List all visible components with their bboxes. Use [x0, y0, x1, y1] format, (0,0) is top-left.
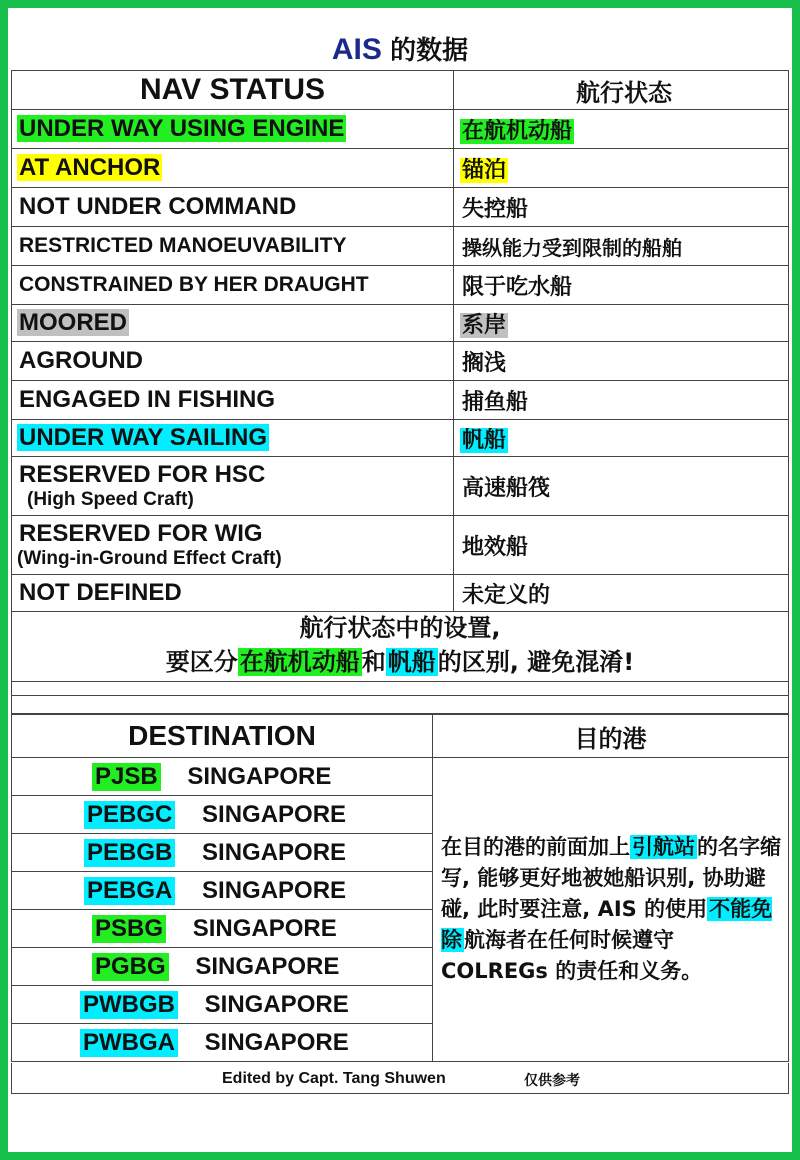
nav-en-label: RESERVED FOR WIG [19, 520, 263, 547]
nav-row [12, 420, 789, 457]
dest-port: SINGAPORE [202, 876, 347, 904]
note-text: 的区别, 避免混淆! [437, 648, 635, 676]
nav-cn-label: 帆船 [462, 427, 507, 453]
dest-code: PWBGB [80, 991, 178, 1019]
note-text: 和 [361, 648, 386, 676]
nav-cn-label: 高速船筏 [462, 475, 551, 501]
note-highlight-engine: 在航机动船 [239, 648, 360, 676]
nav-row [12, 110, 789, 149]
desc-text: 航海者在任何时候遵守 COLREGs 的责任和义务。 [441, 928, 703, 983]
footer-reference-note: 仅供参考 [524, 1073, 580, 1089]
nav-en-sub: (High Speed Craft) [27, 489, 194, 510]
dest-port: SINGAPORE [192, 914, 337, 942]
dest-code: PGBG [92, 953, 169, 981]
page-title [8, 30, 792, 67]
title-ais: AIS [331, 33, 382, 66]
nav-cn-label: 在航机动船 [462, 118, 573, 144]
nav-en-label: UNDER WAY SAILING [19, 424, 268, 451]
desc-text: 在目的港的前面加上 [441, 835, 630, 859]
dest-code: PEBGC [84, 801, 175, 829]
dest-header-en: DESTINATION [12, 715, 433, 758]
dest-port: SINGAPORE [202, 800, 347, 828]
nav-row [12, 381, 789, 420]
note-text: 要区分 [165, 648, 238, 676]
footer [11, 1063, 789, 1094]
nav-cn-label: 失控船 [462, 196, 529, 222]
nav-en-label: NOT UNDER COMMAND [19, 193, 297, 220]
nav-cn-label: 未定义的 [462, 582, 551, 608]
note-line1: 航行状态中的设置, [299, 614, 501, 642]
nav-status-table [11, 70, 789, 612]
dest-port: SINGAPORE [202, 838, 347, 866]
dest-port: SINGAPORE [195, 952, 340, 980]
nav-row [12, 227, 789, 266]
nav-row [12, 342, 789, 381]
nav-row [12, 149, 789, 188]
footer-editor: Edited by Capt. Tang Shuwen [222, 1070, 446, 1087]
desc-highlight-cannot: 不能免除 [441, 897, 773, 952]
nav-row [12, 575, 789, 612]
nav-en-label: RESTRICTED MANOEUVABILITY [19, 234, 347, 257]
destination-table [11, 714, 789, 1062]
nav-en-label: ENGAGED IN FISHING [19, 386, 276, 413]
desc-text: 的名字缩写, 能够更好地被她船识别, 协助避碰, 此时要注意, AIS 的使用 [441, 835, 781, 921]
dest-code: PSBG [92, 915, 166, 943]
dest-row [12, 758, 789, 796]
note-highlight-sailing: 帆船 [387, 648, 436, 676]
nav-row [12, 516, 789, 575]
dest-code: PWBGA [80, 1029, 178, 1057]
nav-header-en: NAV STATUS [12, 71, 454, 110]
title-cn: 的数据 [390, 36, 469, 66]
nav-en-label: RESERVED FOR HSC [19, 461, 266, 488]
nav-row [12, 305, 789, 342]
dest-description [433, 758, 789, 1062]
desc-highlight-pilot: 引航站 [632, 835, 695, 859]
nav-en-label: AT ANCHOR [19, 154, 161, 181]
divider-box [11, 696, 789, 714]
nav-cn-label: 限于吃水船 [462, 274, 573, 300]
dest-port: SINGAPORE [204, 990, 349, 1018]
dest-port: SINGAPORE [204, 1028, 349, 1056]
nav-row [12, 188, 789, 227]
nav-cn-label: 锚泊 [462, 157, 507, 183]
nav-en-label: AGROUND [19, 347, 143, 374]
nav-row [12, 266, 789, 305]
nav-header-cn: 航行状态 [454, 71, 789, 110]
nav-cn-label: 地效船 [462, 534, 529, 560]
dest-code: PJSB [92, 763, 161, 791]
nav-cn-label: 搁浅 [462, 350, 507, 376]
nav-row [12, 457, 789, 516]
nav-en-label: MOORED [19, 309, 127, 336]
nav-en-label: UNDER WAY USING ENGINE [19, 115, 345, 142]
nav-note [11, 609, 789, 682]
dest-code: PEBGA [84, 877, 175, 905]
note-line2 [12, 645, 788, 679]
nav-en-label: CONSTRAINED BY HER DRAUGHT [19, 273, 369, 296]
nav-cn-label: 操纵能力受到限制的船舶 [462, 235, 682, 260]
nav-cn-label: 捕鱼船 [462, 389, 529, 415]
dest-header-cn: 目的港 [433, 715, 789, 758]
divider-box [11, 681, 789, 696]
nav-en-label: NOT DEFINED [19, 579, 182, 606]
dest-code: PEBGB [84, 839, 175, 867]
nav-cn-label: 系岸 [462, 312, 507, 338]
nav-en-sub: (Wing-in-Ground Effect Craft) [17, 548, 282, 569]
dest-port: SINGAPORE [187, 762, 332, 790]
